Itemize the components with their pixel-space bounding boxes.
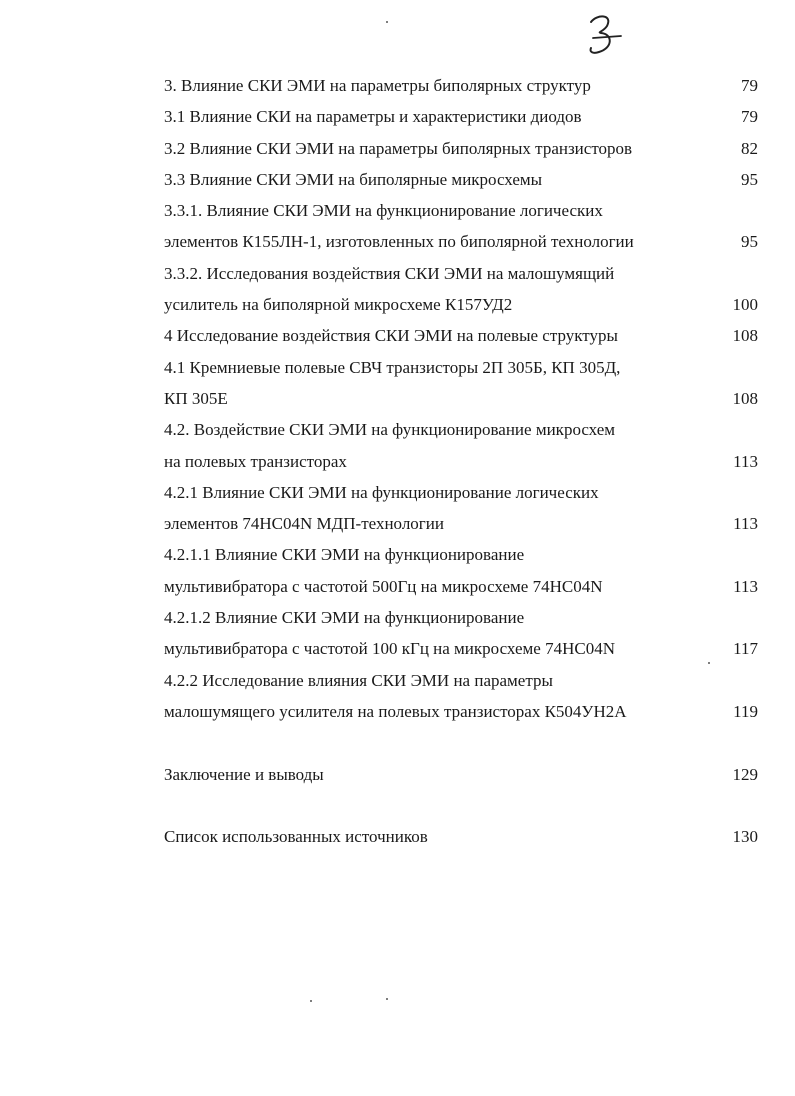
- toc-page-number: 100: [732, 295, 758, 315]
- toc-entry-text: 4.2.1.1 Влияние СКИ ЭМИ на функционирование: [164, 545, 525, 565]
- toc-entry-text: Список использованных источников: [164, 827, 428, 847]
- toc-line: [164, 446, 764, 477]
- table-of-contents: [164, 70, 764, 852]
- scan-speck: [386, 21, 388, 23]
- toc-page-number: 82: [741, 138, 758, 158]
- scan-speck: [310, 1000, 312, 1002]
- toc-entry-text: 4 Исследование воздействия СКИ ЭМИ на полевые структуры: [164, 326, 618, 346]
- handwritten-number-glyph: [583, 12, 627, 60]
- toc-entry-text: 3.3.1. Влияние СКИ ЭМИ на функционирование логических: [164, 201, 603, 221]
- toc-line: [164, 383, 764, 414]
- toc-entry-text: 4.2.2 Исследование влияния СКИ ЭМИ на параметры: [164, 670, 553, 690]
- toc-page-number: 79: [741, 76, 758, 95]
- toc-entry-text: Заключение и выводы: [164, 764, 324, 784]
- toc-page-number: 130: [732, 827, 758, 847]
- toc-page-number: 119: [733, 701, 758, 721]
- toc-line: [164, 696, 764, 727]
- toc-line: [164, 195, 764, 226]
- toc-spacer: [164, 790, 764, 821]
- toc-page-number: 108: [732, 326, 758, 346]
- toc-entry-text: КП 305Е: [164, 388, 228, 408]
- toc-line: [164, 226, 764, 257]
- toc-page-number: 79: [741, 107, 758, 127]
- toc-entry-text: 3.3 Влияние СКИ ЭМИ на биполярные микросхемы: [164, 169, 543, 189]
- toc-line: [164, 477, 764, 508]
- toc-page-number: 113: [733, 451, 758, 471]
- toc-entry-text: на полевых транзисторах: [164, 451, 347, 471]
- toc-line: [164, 320, 764, 351]
- toc-entry-text: 3.3.2. Исследования воздействия СКИ ЭМИ на малошумящий: [164, 263, 615, 283]
- toc-line: [164, 571, 764, 602]
- scan-speck: [386, 998, 388, 1000]
- toc-line: [164, 101, 764, 132]
- toc-entry-text: малошумящего усилителя на полевых транзисторах К504УН2А: [164, 701, 627, 721]
- toc-line: [164, 289, 764, 320]
- toc-page-number: 95: [741, 232, 758, 252]
- toc-entry-text: 4.1 Кремниевые полевые СВЧ транзисторы 2П 305Б, КП 305Д,: [164, 357, 621, 377]
- toc-page-number: 117: [733, 639, 758, 659]
- toc-line: [164, 602, 764, 633]
- toc-entry-text: мультивибратора с частотой 100 кГц на микросхеме 74НС04N: [164, 639, 615, 659]
- toc-page-number: 129: [732, 764, 758, 784]
- toc-page-number: 113: [733, 576, 758, 596]
- toc-entry-text: 4.2. Воздействие СКИ ЭМИ на функционирование микросхем: [164, 420, 616, 440]
- toc-page-number: 113: [733, 514, 758, 534]
- toc-entry-text: 4.2.1.2 Влияние СКИ ЭМИ на функционирование: [164, 608, 525, 628]
- toc-line: [164, 70, 764, 101]
- handwritten-page-number: [583, 12, 627, 60]
- toc-entry-text: 4.2.1 Влияние СКИ ЭМИ на функционирование логических: [164, 482, 599, 502]
- toc-line: [164, 508, 764, 539]
- toc-line: [164, 821, 764, 852]
- toc-line: [164, 164, 764, 195]
- toc-entry-text: усилитель на биполярной микросхеме К157УД2: [164, 295, 513, 315]
- toc-line: [164, 759, 764, 790]
- toc-line: [164, 633, 764, 664]
- toc-entry-text: элементов К155ЛН-1, изготовленных по биполярной технологии: [164, 232, 634, 252]
- toc-entry-text: 3.1 Влияние СКИ на параметры и характеристики диодов: [164, 107, 582, 127]
- toc-page-number: 95: [741, 169, 758, 189]
- toc-line: [164, 539, 764, 570]
- toc-entry-text: элементов 74НС04N МДП-технологии: [164, 514, 444, 534]
- toc-entry-text: 3. Влияние СКИ ЭМИ на параметры биполярных структур: [164, 76, 591, 95]
- toc-page-number: 108: [732, 388, 758, 408]
- toc-line: [164, 258, 764, 289]
- toc-line: [164, 665, 764, 696]
- toc-line: [164, 352, 764, 383]
- toc-entry-text: мультивибратора с частотой 500Гц на микросхеме 74НС04N: [164, 576, 603, 596]
- toc-spacer: [164, 727, 764, 758]
- toc-line: [164, 133, 764, 164]
- toc-entry-text: 3.2 Влияние СКИ ЭМИ на параметры биполярных транзисторов: [164, 138, 633, 158]
- toc-line: [164, 414, 764, 445]
